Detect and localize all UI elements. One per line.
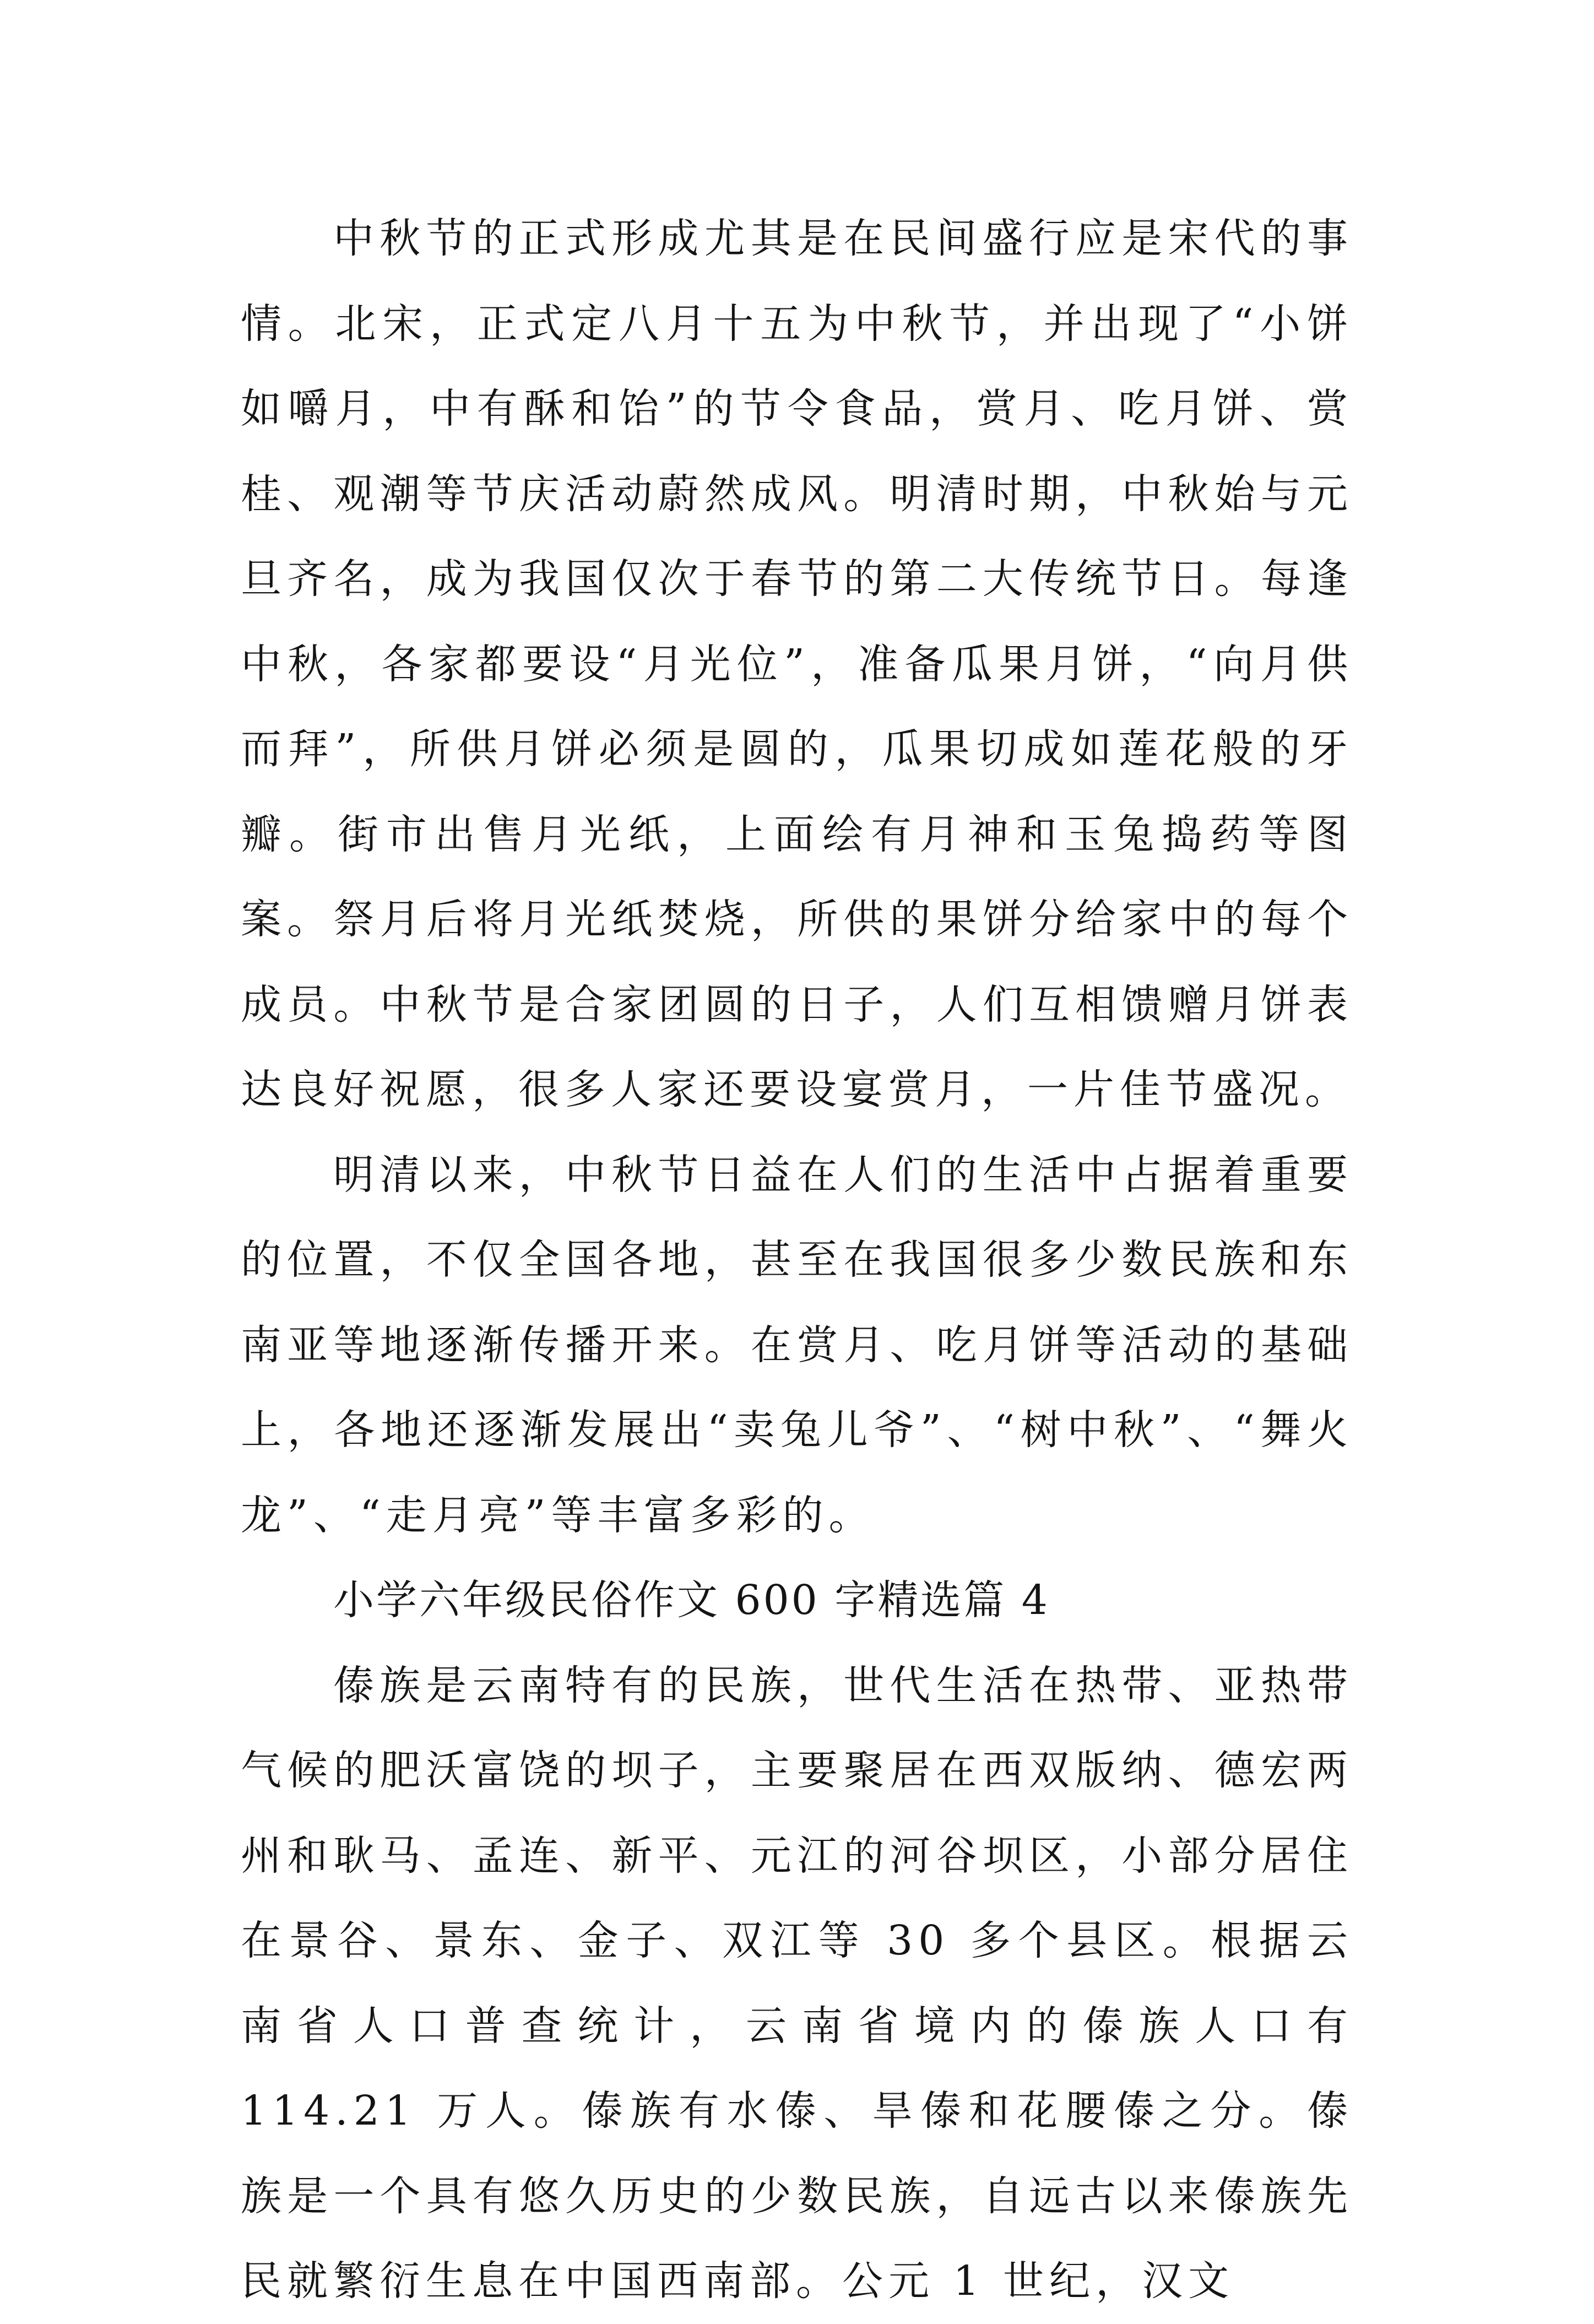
paragraph-mid-autumn-spread: 明清以来，中秋节日益在人们的生活中占据着重要的位置，不仅全国各地，甚至在我国很多少数民族和东南亚等地逐渐传播开来。在赏月、吃月饼等活动的基础上，各地还逐渐发展出“卖兔儿爷”、“树中秋”、“舞火龙”、“走月亮”等丰富多彩的。 (241, 1151, 1353, 1539)
paragraph-dai-people: 傣族是云南特有的民族，世代生活在热带、亚热带气候的肥沃富饶的坝子，主要聚居在西双版纳、德宏两州和耿马、孟连、新平、元江的河谷坝区，小部分居住在景谷、景东、金子、双江等 30 多个县区。根据云南省人口普查统计，云南省境内的傣族人口有 114.21 万人。傣族有水傣、旱傣和花腰傣之分。傣族是一个具有悠久历史的少数民族，自远古以来傣族先民就繁衍生息在中国西南部。公元 1 世纪，汉文 (241, 1661, 1353, 2305)
paragraph-mid-autumn-history: 中秋节的正式形成尤其是在民间盛行应是宋代的事情。北宋，正式定八月十五为中秋节，并出现了“小饼如嚼月，中有酥和饴”的节令食品，赏月、吃月饼、赏桂、观潮等节庆活动蔚然成风。明清时期，中秋始与元旦齐名，成为我国仅次于春节的第二大传统节日。每逢中秋，各家都要设“月光位”，准备瓜果月饼，“向月供而拜”，所供月饼必须是圆的，瓜果切成如莲花般的牙瓣。街市出售月光纸，上面绘有月神和玉兔捣药等图案。祭月后将月光纸焚烧，所供的果饼分给家中的每个成员。中秋节是合家团圆的日子，人们互相馈赠月饼表达良好祝愿，很多人家还要设宴赏月，一片佳节盛况。 (241, 215, 1353, 1113)
document-body (241, 196, 1353, 2324)
section-heading: 小学六年级民俗作文 600 字精选篇 4 (333, 1577, 1050, 1624)
